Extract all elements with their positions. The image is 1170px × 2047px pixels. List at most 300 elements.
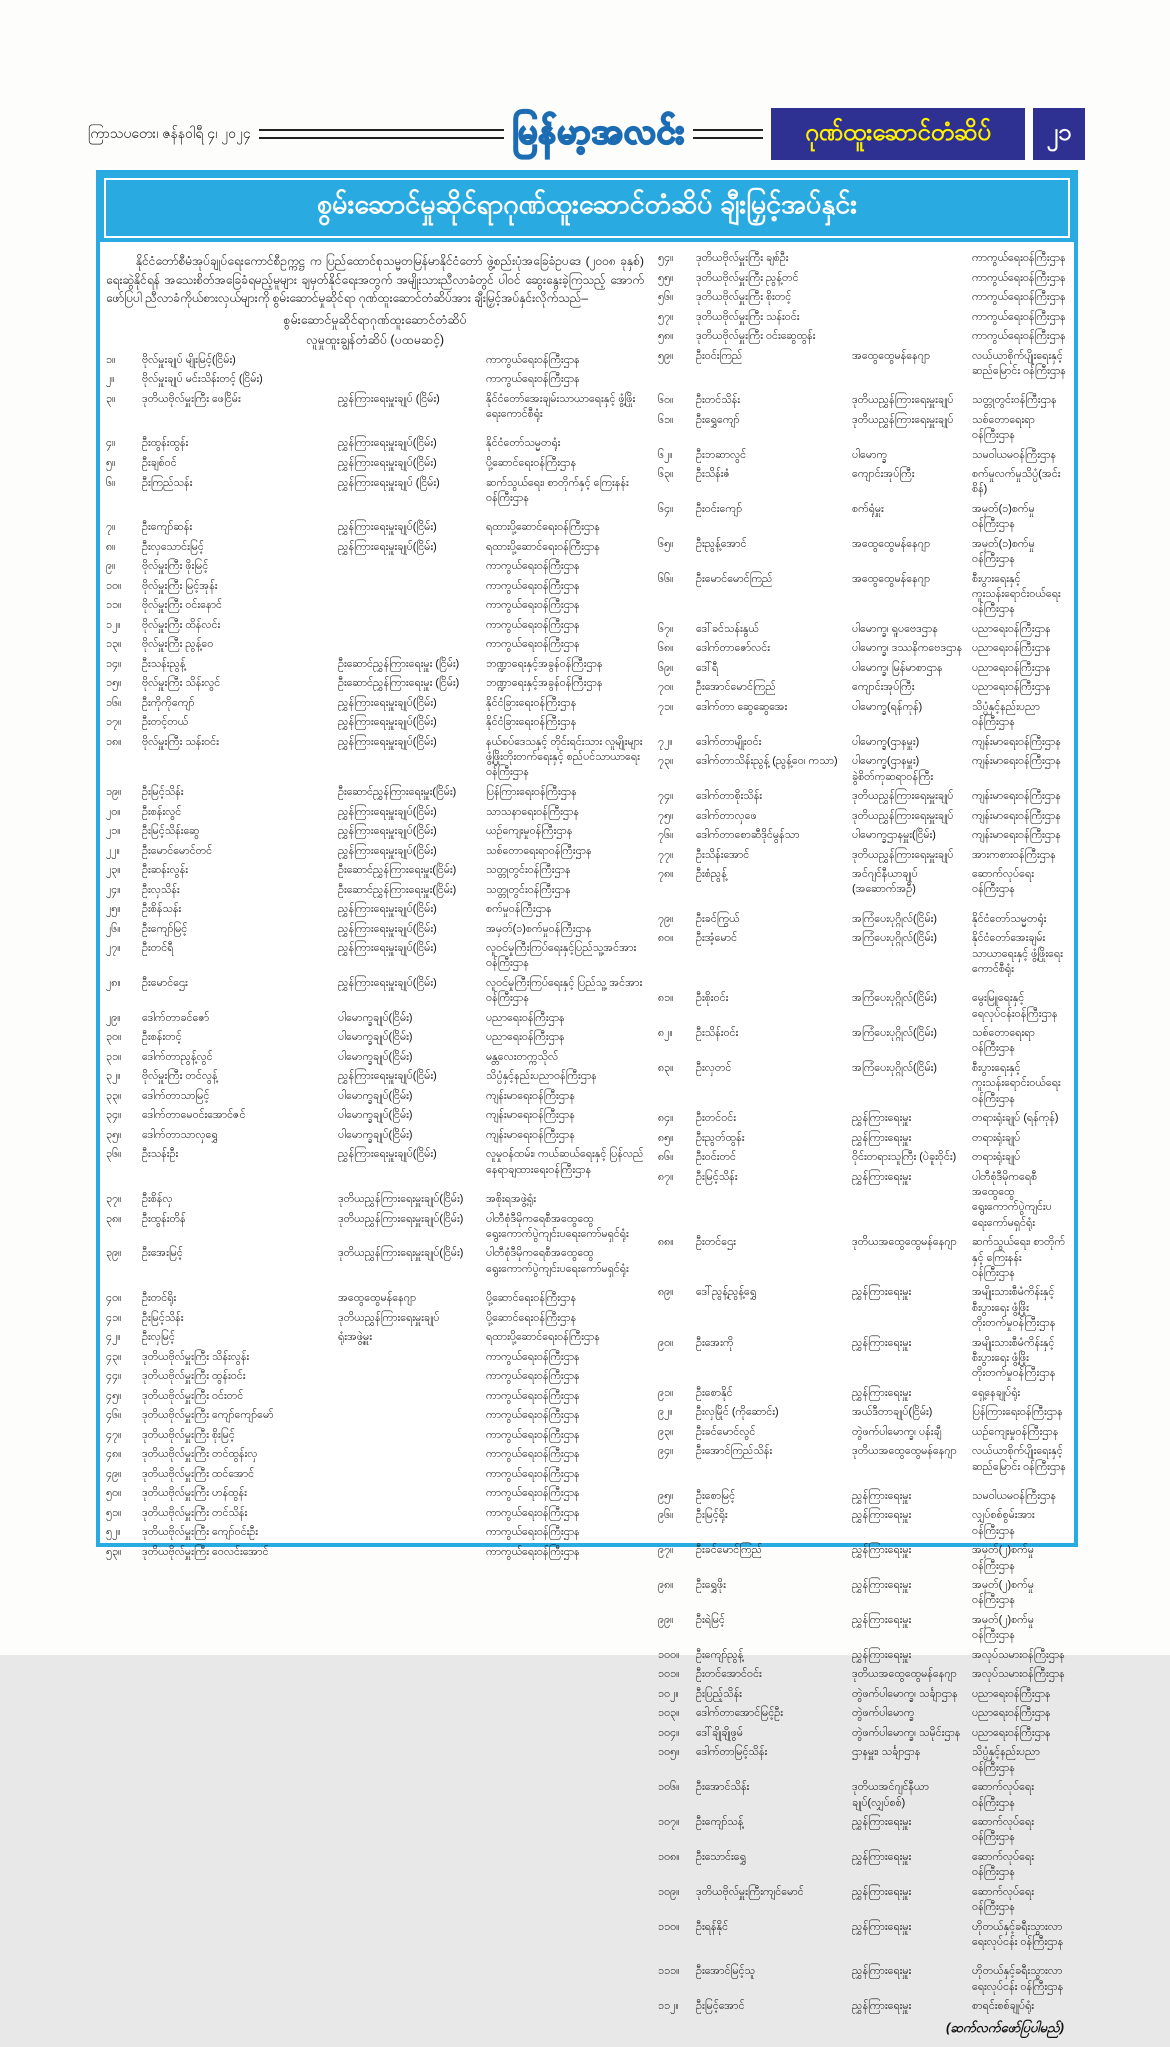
entry-name: ဗိုလ်မှူးကြီး သန်းဝင်း — [142, 735, 219, 748]
entry-position: ဦးဆောင်ညွှန်ကြားရေးမှူး (ငြိမ်း) — [338, 677, 460, 690]
entry-position — [338, 1525, 486, 1540]
entry-position — [338, 1389, 486, 1404]
list-item — [106, 372, 644, 387]
entry-department: ကျန်းမာရေးဝန်ကြီးဌာန — [972, 829, 1061, 842]
entry-number: ၅၄။ — [658, 252, 674, 264]
list-item — [106, 696, 644, 711]
entry-number: ၁၀၃။ — [658, 1707, 680, 1720]
entry-department: ကာကွယ်ရေးဝန်ကြီးဌာန — [486, 373, 580, 386]
list-item — [106, 715, 644, 730]
entry-department: ပညာရေးဝန်ကြီးဌာန — [972, 622, 1051, 635]
entry-department: ရှေ့နေချုပ်ရုံး — [972, 1386, 1021, 1399]
entry-name: ဗိုလ်မှူးကြီး ညွန့်ဝေ — [142, 638, 214, 651]
list-item — [658, 349, 1066, 380]
entry-name: ဒေါက်တာ ဆွေဆွေအေး — [696, 700, 788, 713]
entry-position — [338, 372, 486, 387]
entry-number: ၆၀။ — [658, 394, 674, 407]
entry-department: ပို့ဆောင်ရေးဝန်ကြီးဌာန — [486, 456, 577, 469]
entry-position: ဦးဆောင်ညွှန်ကြားရေးမှူး(ငြိမ်း) — [338, 786, 457, 798]
entry-department: အားကစားဝန်ကြီးဌာန — [972, 848, 1056, 861]
page-number: ၂၁ — [1033, 108, 1085, 160]
list-item — [658, 537, 1066, 568]
list-item — [106, 540, 644, 555]
entry-position — [852, 271, 972, 286]
entry-position: ညွှန်ကြားရေးမှူး — [852, 1579, 912, 1592]
entry-position: ညွှန်ကြားရေးမှူးချုပ်(ငြိမ်း) — [338, 1070, 437, 1083]
entry-number: ၂၉။ — [106, 1011, 121, 1024]
entry-position: တွဲဖက်ပါမောက္ခ၊ ပန်းချီ — [852, 1425, 942, 1438]
entry-number: ၂၂။ — [106, 844, 120, 857]
list-item — [658, 271, 1066, 286]
entry-department: ကာကွယ်ရေးဝန်ကြီးဌာန — [486, 1428, 580, 1441]
entry-department: မန္တလေးတက္ကသိုလ် — [486, 1050, 559, 1063]
entry-department: ကာကွယ်ရေးဝန်ကြီးဌာန — [486, 1526, 580, 1539]
list-item — [106, 559, 644, 574]
entry-department: ကျန်းမာရေးဝန်ကြီးဌာန — [972, 755, 1061, 768]
entry-number: ၁၄။ — [106, 657, 122, 670]
list-item — [658, 1885, 1066, 1916]
entry-department: ကာကွယ်ရေးဝန်ကြီးဌာန — [486, 638, 580, 651]
entry-department: ယဉ်ကျေးမှုဝန်ကြီးဌာန — [486, 825, 573, 838]
entry-name: ဒုတိယဗိုလ်မှူးကြီး ကျော်ဝင်းဦး — [142, 1526, 259, 1539]
list-item — [106, 1212, 644, 1243]
entry-number: ၅။ — [106, 456, 116, 469]
list-item — [658, 1726, 1066, 1741]
list-item — [658, 809, 1066, 824]
list-item — [658, 1444, 1066, 1475]
list-item — [106, 1428, 644, 1443]
entry-department: ဟိုတယ်နှင့်ခရီးသွားလာရေးလုပ်ငန်း ဝန်ကြီးဌာန — [972, 1965, 1064, 1993]
list-item — [658, 572, 1066, 618]
entry-position: ဦးဆောင်ညွှန်ကြားရေးမှူး (ငြိမ်း) — [338, 657, 460, 670]
entry-department: လူမှုဝန်ထမ်း၊ ကယ်ဆယ်ရေးနှင့် ပြန်လည်နေရာချထားရေးဝန်ကြီးဌာန — [486, 1148, 644, 1176]
entry-position — [338, 1447, 486, 1462]
entry-department: စက်မှုလက်မှုသိပ္ပံ(အင်းစိန်) — [972, 468, 1061, 496]
entry-position: ဒုတိယညွှန်ကြားရေးမှူးချုပ် — [852, 394, 954, 407]
entry-department: ဘဏ္ဍာရေးနှင့်အခွန်ဝန်ကြီးဌာန — [486, 677, 603, 690]
entry-name: ဒေါ်ညွန့်ညွန့်ရွှေ — [696, 1286, 757, 1299]
entry-number: ၁၀၇။ — [658, 1816, 680, 1829]
entry-department: ကာကွယ်ရေးဝန်ကြီးဌာန — [486, 353, 580, 366]
entry-number: ၃၆။ — [106, 1148, 122, 1161]
entry-name: ဗိုလ်မှူးကြီး တင်လွန့် — [142, 1070, 218, 1083]
entry-department: ကာကွယ်ရေးဝန်ကြီးဌာန — [972, 291, 1066, 304]
list-item — [106, 805, 644, 820]
entry-name: ဦးအောင်မြင့်သူ — [696, 1965, 755, 1978]
list-item — [106, 1192, 644, 1207]
entry-name: ဒုတိယဗိုလ်မှူးကြီး ထွန်းဝင်း — [142, 1370, 246, 1383]
entry-number: ၁၀၅။ — [658, 1746, 680, 1759]
entry-name: ဒေါက်တာဇော်လင်း — [696, 642, 771, 655]
entry-number: ၅၀။ — [106, 1487, 122, 1500]
entry-name: ဦးစိုးဝင်း — [696, 992, 729, 1005]
list-item — [658, 680, 1066, 695]
entry-number: ၇၃။ — [658, 755, 674, 768]
list-item — [106, 657, 644, 672]
entry-number: ၇၂။ — [658, 735, 673, 748]
entry-department: ကာကွယ်ရေးဝန်ကြီးဌာန — [486, 560, 580, 573]
entry-name: ဦးကျော်ဆန်း — [142, 521, 193, 534]
entry-number: ၈၅။ — [658, 1131, 674, 1144]
entry-name: ဗိုလ်မှူးကြီး သိန်းလွင် — [142, 677, 221, 690]
list-item — [658, 931, 1066, 977]
entry-number: ၂။ — [106, 373, 115, 386]
entry-position: ပါမောက္ခချုပ်(ငြိမ်း) — [338, 1109, 413, 1122]
entry-number: ၁၀၀။ — [658, 1648, 680, 1661]
list-item — [106, 844, 644, 859]
entry-name: ဒုတိယဗိုလ်မှူးကြီး သန်းဝင်း — [696, 310, 800, 323]
entry-number: ၉၅။ — [658, 1489, 674, 1502]
list-item — [658, 1613, 1066, 1644]
entry-position: ညွှန်ကြားရေးမှူးချုပ်(ငြိမ်း) — [338, 844, 437, 857]
entry-name: ဦးမြင့်အောင် — [696, 2000, 745, 2013]
entry-department: ရထားပို့ဆောင်ရေးဝန်ကြီးဌာန — [486, 540, 600, 553]
entry-number: ၁၉။ — [106, 786, 122, 798]
list-item — [658, 735, 1066, 750]
list-item — [106, 1089, 644, 1104]
date-line: ကြာသပတေး၊ ဇန်နဝါရီ ၄၊ ၂၀၂၄ — [88, 124, 251, 141]
entry-department: လူဝင်မှုကြီးကြပ်ရေးနှင့်ပြည်သူ့အင်အား ဝန်ကြီးဌာန — [486, 942, 637, 970]
entry-department: ကာကွယ်ရေးဝန်ကြီးဌာန — [972, 252, 1066, 264]
entry-number: ၈၀။ — [658, 932, 674, 945]
header-rule-right — [693, 129, 763, 139]
entry-number: ၁၇။ — [106, 716, 122, 729]
entry-name: ဒေါ်ချိုချိုဖွမ် — [696, 1726, 743, 1739]
entry-department: ကာကွယ်ရေးဝန်ကြီးဌာန — [486, 1350, 580, 1363]
entry-name: ဦးစန်းတင့် — [142, 1031, 182, 1044]
entry-position: ပါမောက္ခ(ရန်ကုန်) — [852, 700, 923, 713]
entry-name: ဦးအောင်မောင်ကြည် — [696, 681, 776, 694]
list-item — [658, 1815, 1066, 1846]
list-item — [106, 863, 644, 878]
list-item — [658, 1405, 1066, 1420]
list-item — [106, 353, 644, 368]
entry-position: ဝိုင်းတရားသူကြီး (ပဲခူးဝိုင်း) — [852, 1151, 957, 1164]
entry-name: ဦးမောင်မောင်ကြည် — [696, 572, 773, 585]
entry-position — [338, 598, 486, 613]
list-item — [658, 1489, 1066, 1504]
entry-name: ဗိုလ်မှူးချုပ် မင်းသိန်းတင့် (ငြိမ်း) — [142, 373, 263, 386]
list-item — [106, 902, 644, 917]
list-item — [106, 1545, 644, 1560]
list-item — [106, 1030, 644, 1045]
entry-number: ၆၂။ — [658, 448, 673, 461]
entry-number: ၉။ — [106, 560, 116, 573]
list-item — [658, 912, 1066, 927]
entry-position — [338, 1369, 486, 1384]
entry-department: အမျိုးသားစီမံကိန်းနှင့်စီးပွားရေး ဖွံ့ဖြိုးတိုးတက်မှုဝန်ကြီးဌာန — [972, 1336, 1056, 1380]
entry-name: ဒေါက်တာသာလှရွှေ — [142, 1128, 218, 1141]
entry-number: ၆၄။ — [658, 502, 674, 515]
entry-number: ၃၄။ — [106, 1109, 122, 1122]
entry-name: ဦးစန်းလွင် — [142, 805, 182, 818]
left-column — [106, 248, 644, 2047]
entry-department: ကာကွယ်ရေးဝန်ကြီးဌာန — [486, 1545, 580, 1558]
entry-department: ဆောက်လုပ်ရေးဝန်ကြီးဌာန — [972, 1816, 1034, 1844]
entry-position — [338, 1350, 486, 1365]
list-item — [658, 848, 1066, 863]
entry-number: ၂၄။ — [106, 883, 121, 896]
entry-name: ဒေါက်တာသိန်းညွန့် (ညွန့်ဝေ၊ ကသာ) — [696, 755, 838, 768]
entry-name: ဦးမြင့်သိန်း — [142, 1311, 184, 1324]
entry-department: ပါတီစုံဒီမိုကရေစီအထွေထွေ ရွေးကောက်ပွဲကျင်းပရေးကော်မရှင်ရုံး — [486, 1247, 629, 1275]
entry-name: ဒေါ်ခင်သန်းနွယ် — [696, 622, 759, 635]
entry-department: ကာကွယ်ရေးဝန်ကြီးဌာန — [486, 599, 580, 612]
list-item — [658, 1235, 1066, 1281]
list-item — [106, 1147, 644, 1178]
list-item — [106, 941, 644, 972]
entry-department: ကျန်းမာရေးဝန်ကြီးဌာန — [486, 1128, 575, 1141]
entry-department: သစ်တောရေးရာဝန်ကြီးဌာန — [972, 413, 1035, 442]
entry-position: အထွေထွေမန်နေဂျာ — [852, 349, 931, 362]
entry-position: ပါမောက္ခ(ဌာနမှူး) — [852, 735, 920, 748]
entry-position: ညွှန်ကြားရေးမှူးချုပ်(ငြိမ်း) — [338, 437, 437, 450]
entry-department: အမျိုးသားစီမံကိန်းနှင့် စီးပွားရေး ဖွံ့ဖြိုးတိုးတက်မှုဝန်ကြီးဌာန — [972, 1286, 1056, 1330]
entry-name: ဗိုလ်မှူးကြီး ဝင်းနောင် — [142, 599, 222, 612]
entry-department: ကျန်းမာရေးဝန်ကြီးဌာန — [972, 735, 1061, 748]
entry-number: ၅၉။ — [658, 349, 674, 362]
entry-department: ပညာရေးဝန်ကြီးဌာန — [972, 681, 1051, 694]
entry-number: ၇၈။ — [658, 868, 674, 881]
entry-department: ပညာရေးဝန်ကြီးဌာန — [972, 1707, 1051, 1720]
entry-position: ဦးဆောင်ညွှန်ကြားရေးမှူး(ငြိမ်း) — [338, 883, 457, 896]
entry-position: ပါမောက္ခချုပ်(ငြိမ်း) — [338, 1011, 413, 1024]
entry-number: ၆၅။ — [658, 537, 674, 550]
list-item — [658, 661, 1066, 676]
entry-position: ညွှန်ကြားရေးမှူး — [852, 1885, 912, 1898]
entry-position: ညွှန်ကြားရေးမှူး — [852, 1509, 912, 1522]
entry-position: ပါမောက္ခ၊ ဒဿနိကဗေဒဌာန — [852, 642, 963, 655]
entry-department: ကာကွယ်ရေးဝန်ကြီးဌာန — [486, 1506, 580, 1519]
list-item — [658, 1706, 1066, 1721]
entry-name: ဦးအေးမြင့် — [142, 1247, 183, 1260]
entry-position: တွဲဖက်ပါမောက္ခ၊ သမိုင်းဌာန — [852, 1726, 961, 1739]
list-item — [106, 1408, 644, 1423]
entry-department: သစ်တောရေးရာဝန်ကြီးဌာန — [972, 1027, 1035, 1055]
entry-number: ၁၁၁။ — [658, 1965, 680, 1978]
list-item — [106, 1506, 644, 1521]
entry-department: သမဝါယမဝန်ကြီးဌာန — [972, 448, 1056, 461]
section-badge: ဂုဏ်ထူးဆောင်တံဆိပ် — [771, 108, 1025, 160]
list-item — [658, 1386, 1066, 1401]
entry-name: ဒေါက်တာခင်ဇော် — [142, 1011, 210, 1024]
entry-number: ၇၄။ — [658, 790, 674, 803]
entry-department: ပြန်ကြားရေးဝန်ကြီးဌာန — [972, 1406, 1063, 1419]
entry-position — [338, 559, 486, 574]
entry-name: ဦးဝင်းကြည် — [696, 349, 743, 362]
entry-number: ၅၈။ — [658, 330, 674, 343]
entry-position: အထွေထွေမန်နေဂျာ — [852, 537, 931, 550]
list-item — [658, 393, 1066, 408]
entry-number: ၅၃။ — [106, 1545, 122, 1558]
entry-department: စီးပွားရေးနှင့် ကူးသန်းရောင်းဝယ်ရေး ဝန်ကြီးဌာန — [972, 1061, 1061, 1105]
entry-position: အထွေထွေမန်နေဂျာ — [852, 572, 931, 585]
article-frame — [96, 170, 1078, 2036]
entry-number: ၂၁။ — [106, 825, 121, 838]
entry-name: ဦးလှမြင့် — [142, 1331, 175, 1344]
entry-department: ဘဏ္ဍာရေးနှင့်အခွန်ဝန်ကြီးဌာန — [486, 657, 603, 670]
list-item — [106, 579, 644, 594]
entry-number: ၁၁၀။ — [658, 1920, 680, 1933]
list-item — [658, 1425, 1066, 1440]
entry-number: ၇၇။ — [658, 848, 674, 861]
entry-department: အမှတ်(၂)စက်မှုဝန်ကြီးဌာန — [972, 1579, 1034, 1607]
entry-position: အထွေထွေမန်နေဂျာ — [338, 1292, 417, 1305]
entry-name: ဦးဘဆာလွင် — [696, 448, 747, 461]
entry-name: ဒုတိယဗိုလ်မှူးကြီး ဝေလင်းအောင် — [142, 1545, 269, 1558]
entry-department: နိုင်ငံတော်အေးချမ်းသာယာရေးနှင့် ဖွံ့ဖြိုးရေးကောင်စီရုံး — [486, 392, 636, 421]
entry-number: ၃၉။ — [106, 1247, 122, 1260]
entry-department: အလုပ်သမားဝန်ကြီးဌာန — [972, 1648, 1065, 1661]
entry-number: ၆၁။ — [658, 413, 674, 426]
entry-name: ဒုတိယဗိုလ်မှူးကြီး စိုးတင့် — [696, 291, 792, 304]
entry-number: ၄၈။ — [106, 1448, 122, 1461]
entry-number: ၈၄။ — [658, 1112, 674, 1125]
entry-name: ဦးဆန်းလွန်း — [142, 864, 188, 877]
entry-number: ၆၇။ — [658, 622, 674, 635]
list-item — [106, 785, 644, 800]
entry-department: အမှတ်(၁)စက်မှုဝန်ကြီးဌာန — [972, 502, 1035, 531]
entry-position: တွဲဖက်ပါမောက္ခ — [852, 1707, 915, 1720]
list-item — [106, 618, 644, 633]
entry-number: ၁၀။ — [106, 579, 122, 592]
entry-name: ဦးသိန်းဝင်း — [696, 1027, 739, 1040]
entry-department: သမဝါယမဝန်ကြီးဌာန — [972, 1489, 1056, 1502]
entry-position — [338, 1486, 486, 1501]
entry-number: ၂၅။ — [106, 903, 121, 916]
list-item — [106, 637, 644, 652]
entry-position: ဒုတိယအထွေထွေမန်နေဂျာ — [852, 1445, 957, 1458]
entry-position: ပါမောက္ခ(ဌာနမှူး) ခွဲစိတ်ကုဆရာဝန်ကြီး — [852, 755, 934, 783]
list-item — [658, 1170, 1066, 1231]
entry-department: ပို့ဆောင်ရေးဝန်ကြီးဌာန — [486, 1311, 577, 1324]
entry-name: ဦးညွတ်ထွန်း — [696, 1131, 745, 1144]
entry-department: နိုင်ငံတော်သမ္မတရုံး — [972, 912, 1047, 925]
entry-name: ဦးတင်ရိုး — [142, 1292, 177, 1305]
entry-name: ဦးအေးကို — [696, 1336, 734, 1349]
list-item — [106, 735, 644, 781]
entry-number: ၈၂။ — [658, 1027, 673, 1040]
entry-name: ဦးသောင်းရွှေ — [696, 1850, 747, 1863]
entry-number: ၁၅။ — [106, 677, 122, 690]
entry-position: ပါမောက္ခ၊ မြန်မာစာဌာန — [852, 661, 943, 674]
entry-department: ဆက်သွယ်ရေး၊ စာတိုက်နှင့် ကြေးနန်း ဝန်ကြီးဌာန — [972, 1236, 1066, 1279]
entry-position — [338, 1408, 486, 1423]
entry-department: ဆောက်လုပ်ရေးဝန်ကြီးဌာန — [972, 1850, 1034, 1879]
entry-department: နိုင်ငံခြားရေးဝန်ကြီးဌာန — [486, 696, 577, 709]
list-item — [658, 1920, 1066, 1951]
entry-position — [852, 251, 972, 266]
list-item — [658, 1578, 1066, 1609]
entry-name: ဒေါက်တာသာမြင့် — [142, 1089, 210, 1102]
entry-position: ညွှန်ကြားရေးမှူး — [852, 1286, 912, 1299]
entry-department: အလုပ်သမားဝန်ကြီးဌာန — [972, 1668, 1065, 1681]
entry-number: ၃၇။ — [106, 1193, 122, 1206]
entry-name: ဗိုလ်မှူးကြီး ဖိုးမြင့် — [142, 560, 209, 573]
entry-number: ၆၃။ — [658, 468, 674, 481]
list-item — [658, 754, 1066, 785]
entry-name: ဦးမြင့်သိန်း — [696, 1170, 738, 1183]
list-item — [658, 1111, 1066, 1126]
entry-name: ဦးသိန်းဇံ — [696, 468, 730, 481]
entry-number: ၄။ — [106, 437, 116, 450]
entry-number: ၇၆။ — [658, 829, 674, 842]
page-header — [88, 104, 1085, 164]
entry-position: ညွှန်ကြားရေးမှူး — [852, 1170, 912, 1183]
list-item — [658, 1648, 1066, 1663]
entry-name: ဦးသိန်းအောင် — [696, 848, 750, 861]
entry-position: ပါမောက္ခ — [852, 448, 888, 461]
entry-position: ဒုတိယအင်ဂျင်နီယာချုပ်(လျှပ်စစ်) — [852, 1781, 929, 1809]
list-item — [106, 520, 644, 535]
entry-number: ၁၀၈။ — [658, 1850, 680, 1863]
entry-department: တရားရုံးချုပ် — [972, 1131, 1021, 1144]
entry-name: ဒေါက်တာလှဖေ — [696, 809, 757, 822]
entry-number: ၂၆။ — [106, 922, 121, 935]
entry-department: အမှတ်(၁)စက်မှုဝန်ကြီးဌာန — [972, 537, 1035, 566]
entry-department: လျှပ်စစ်စွမ်းအားဝန်ကြီးဌာန — [972, 1509, 1035, 1537]
entry-number: ၇။ — [106, 521, 116, 534]
list-item — [658, 1131, 1066, 1146]
entry-number: ၄၁။ — [106, 1311, 122, 1324]
entry-department: ရထားပို့ဆောင်ရေးဝန်ကြီးဌာန — [486, 1331, 600, 1344]
entry-name: ဒုတိယဗိုလ်မှူးကြီး စိုးမြင့် — [142, 1428, 235, 1441]
entry-name: ဦးရွှေကျော် — [696, 413, 740, 426]
entry-name: ဦးထွန်းထွန်း — [142, 437, 189, 450]
entry-department: သိပ္ပံနှင့်နည်းပညာဝန်ကြီးဌာန — [972, 700, 1040, 729]
list-item — [106, 676, 644, 691]
entry-position: ဒုတိယအထွေထွေမန်နေဂျာ — [852, 1236, 957, 1249]
entry-number: ၄၇။ — [106, 1428, 122, 1441]
entry-position: ကျောင်းအုပ်ကြီး — [852, 681, 915, 694]
list-item — [106, 1246, 644, 1277]
entry-name: ဦးဝင်းကျော် — [696, 502, 743, 515]
list-item — [658, 1285, 1066, 1331]
continued-note: (ဆက်လက်ဖော်ပြပါမည်) — [946, 2020, 1064, 2036]
list-item — [658, 310, 1066, 325]
entry-position: ရုံးအဖွဲ့မှူး — [338, 1331, 372, 1344]
entry-name: ဒုတိယဗိုလ်မှူးကြီး ဟန်ထွန်း — [142, 1487, 247, 1500]
entry-number: ၃၅။ — [106, 1128, 122, 1141]
entry-name: ဦးသန်းညွန့် — [142, 657, 186, 670]
entry-name: ဦးပြည့်သိန်း — [696, 1687, 742, 1700]
entry-number: ၃၀။ — [106, 1031, 122, 1044]
entry-name: ဒုတိယဗိုလ်မှူးကြီး တင်ထွန်းလှ — [142, 1448, 258, 1461]
entry-position — [338, 1428, 486, 1443]
entry-position: ပါမောက္ခချုပ်(ငြိမ်း) — [338, 1128, 413, 1141]
headline-banner — [100, 174, 1074, 242]
entry-position — [338, 353, 486, 368]
entry-number: ၆၉။ — [658, 661, 674, 674]
list-item — [658, 251, 1066, 266]
entry-name: ဒုတိယဗိုလ်မှူးကြီး တင်သိန်း — [142, 1506, 248, 1519]
entry-position: ဒုတိယညွှန်ကြားရေးမှူးချုပ် — [852, 809, 954, 822]
list-item — [658, 1508, 1066, 1539]
entry-position: ပါမောက္ခချုပ်(ငြိမ်း) — [338, 1089, 413, 1102]
entry-department: လူဝင်မှုကြီးကြပ်ရေးနှင့် ပြည်သူ့ အင်အားဝန်ကြီးဌာန — [486, 976, 643, 1005]
list-item — [106, 922, 644, 937]
entry-name: ဒုတိယဗိုလ်မှူးကြီး ကျော်ကျော်မော် — [142, 1409, 274, 1422]
entry-name: ဦးကျော်မြင့် — [142, 922, 188, 935]
entry-position: ညွှန်ကြားရေးမှူးချုပ် (ငြိမ်း) — [338, 476, 440, 489]
entry-position: ကျောင်းအုပ်ကြီး — [852, 468, 915, 481]
entry-number: ၉၂။ — [658, 1406, 673, 1419]
entry-number: ၄၅။ — [106, 1389, 122, 1402]
entry-position: ညွှန်ကြားရေးမှူးချုပ်(ငြိမ်း) — [338, 716, 437, 729]
entry-position: ညွှန်ကြားရေးမှူး — [852, 1386, 912, 1399]
list-item — [658, 700, 1066, 731]
entry-department: ပြန်ကြားရေးဝန်ကြီးဌာန — [486, 786, 577, 798]
